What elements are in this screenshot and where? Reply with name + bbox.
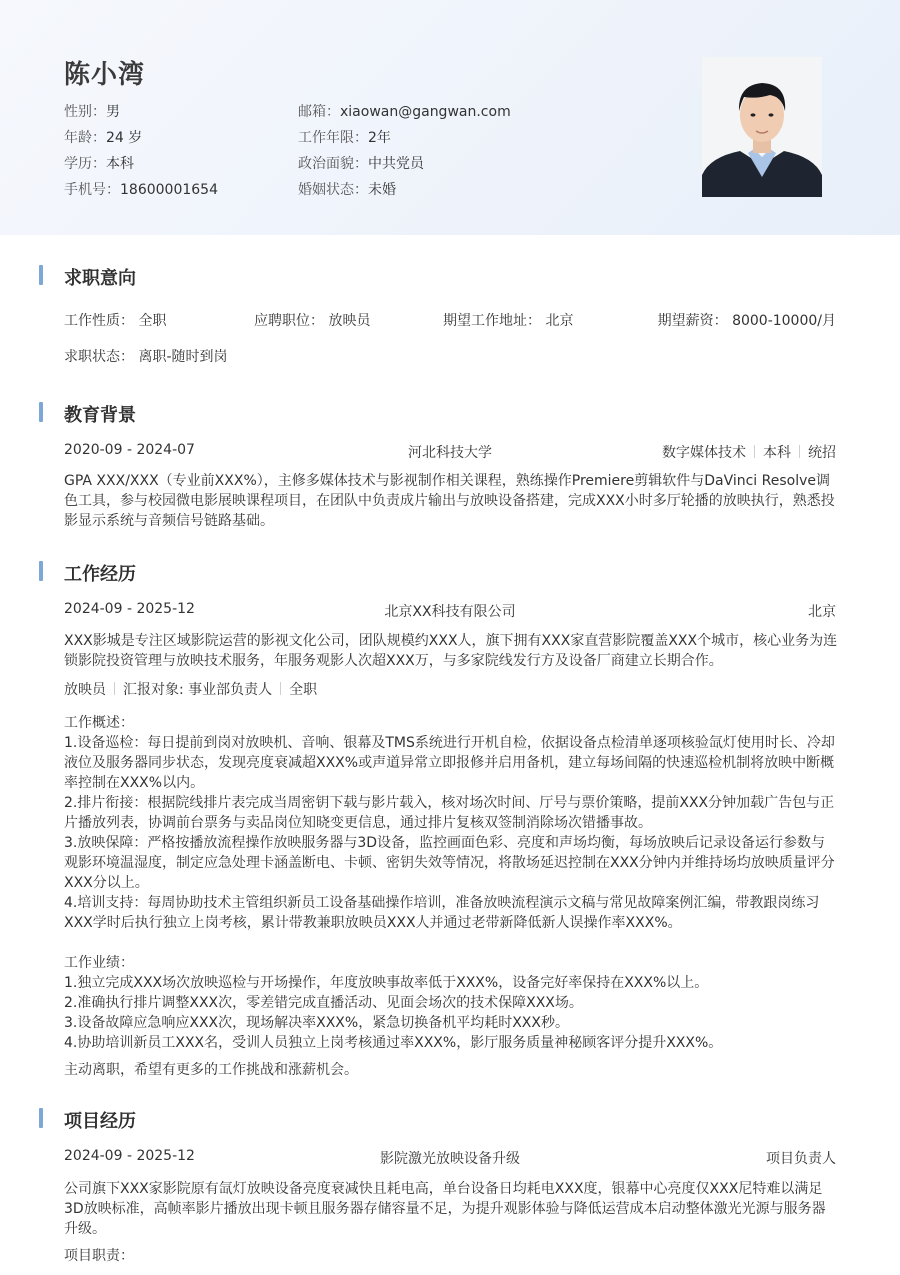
intent-position-value: 放映员 [328,313,371,329]
education-type: 统招 [808,445,836,461]
intent-location-label: 期望工作地址： [443,313,541,329]
divider [799,445,800,458]
edu-row [64,153,134,173]
gender-row [64,101,120,121]
education-meta [600,442,836,462]
gender-value: 男 [106,104,120,120]
candidate-name: 陈小湾 [64,60,146,90]
marital-label: 婚姻状态： [298,182,368,198]
work-overview-item: 1.设备巡检：每日提前到岗对放映机、音响、银幕及TMS系统进行开机自检，依据设备点检清单逐项核验氙灯使用时长、冷却液位及服务器同步状态，发现亮度衰减超XXX%或声道异常立即报修并启用备机，建立每场间隔的快速巡检机制将放映中断概率控制在XXX%以内。 [64,735,835,791]
divider [754,445,755,458]
intent-position-label: 应聘职位： [254,313,324,329]
project-name: 影院激光放映设备升级 [380,1151,520,1167]
work-company-description: XXX影城是专注区域影院运营的影视文化公司，团队规模约XXX人，旗下拥有XXX家直营影院覆盖XXX个城市，核心业务为连锁影院投资管理与放映技术服务，年服务观影人次超XXX万，与多家院线发行方及设备厂商建立长期合作。 [64,633,838,669]
intent-section-bar [39,265,43,285]
email-row [298,101,511,121]
gender-label: 性别： [64,104,106,120]
divider [114,682,115,695]
intent-position [254,310,370,330]
intent-status-value: 离职-随时到岗 [138,349,228,365]
work-role: 放映员 [64,682,106,698]
years-value: 2年 [368,130,391,146]
work-achievement-item: 4.协助培训新员工XXX名，受训人员独立上岗考核通过率XXX%，影厅服务质量神秘顾客评分提升XXX%。 [64,1035,723,1051]
intent-status [64,346,228,366]
email-label: 邮箱： [298,104,340,120]
education-description: GPA XXX/XXX（专业前XXX%），主修多媒体技术与影视制作相关课程，熟练操作Premiere剪辑软件与DaVinci Resolve调色工具，参与校园微电影展映课程项目，在团队中负责成片输出与放映设备搭建，完成XXX小时多厅轮播的放映执行，熟悉投影显示系统与音频信号链路基础。 [64,473,835,529]
education-degree: 本科 [763,445,791,461]
work-achievement-item: 2.准确执行排片调整XXX次，零差错完成直播活动、见面会场次的技术保障XXX场。 [64,995,583,1011]
work-overview-item: 2.排片衔接：根据院线排片表完成当周密钥下载与影片载入，核对场次时间、厅号与票价策略，提前XXX分钟加载广告包与正片播放列表，协调前台票务与卖品岗位知晓变更信息，通过排片复核双签制消除场次错播事故。 [64,795,835,831]
work-leave-reason: 主动离职，希望有更多的工作挑战和涨薪机会。 [64,1062,358,1078]
intent-nature-value: 全职 [138,313,167,329]
edu-label: 学历： [64,156,106,172]
age-label: 年龄： [64,130,106,146]
work-city: 北京 [808,604,836,620]
project-section-bar [39,1108,43,1128]
education-school: 河北科技大学 [408,445,492,461]
phone-row [64,179,218,199]
work-overview-label: 工作概述： [64,715,134,731]
project-duty-label: 项目职责： [64,1248,134,1264]
political-row [298,153,424,173]
education-major: 数字媒体技术 [662,445,746,461]
email-value: xiaowan@gangwan.com [340,104,511,120]
intent-location [443,310,573,330]
intent-salary-value: 8000-10000/月 [732,313,836,329]
work-report: 汇报对象: 事业部负责人 [123,682,273,698]
education-period: 2020-09 - 2024-07 [64,442,195,458]
intent-salary [600,310,836,330]
work-section-title: 工作经历 [64,564,136,585]
avatar-portrait-icon [702,57,822,197]
project-period: 2024-09 - 2025-12 [64,1148,195,1164]
marital-row [298,179,396,199]
profile-photo [702,57,822,197]
project-section-title: 项目经历 [64,1111,136,1132]
divider [280,682,281,695]
work-achievement-item: 3.设备故障应急响应XXX次，现场解决率XXX%，紧急切换备机平均耗时XXX秒。 [64,1015,569,1031]
intent-nature [64,310,166,330]
work-company: 北京XX科技有限公司 [384,604,516,620]
education-section-title: 教育背景 [64,405,136,426]
age-row [64,127,142,147]
work-period: 2024-09 - 2025-12 [64,601,195,617]
work-overview-item: 3.放映保障：严格按播放流程操作放映服务器与3D设备，监控画面色彩、亮度和声场均衡，每场放映后记录设备运行参数与观影环境温湿度，制定应急处理卡涵盖断电、卡顿、密钥失效等情况，将散场延迟控制在XXX分钟内并维持场均放映质量评分XXX分以上。 [64,835,835,891]
marital-value: 未婚 [368,182,396,198]
intent-section-title: 求职意向 [64,268,136,289]
project-description: 公司旗下XXX家影院原有氙灯放映设备亮度衰减快且耗电高，单台设备日均耗电XXX度，银幕中心亮度仅XXX尼特难以满足3D放映标准，高帧率影片播放出现卡顿且服务器存储容量不足，为提升观影体验与降低运营成本启动整体激光光源与服务器升级。 [64,1181,826,1237]
political-label: 政治面貌： [298,156,368,172]
age-value: 24 岁 [106,130,143,146]
resume-header [0,0,900,235]
intent-nature-label: 工作性质： [64,313,134,329]
edu-value: 本科 [106,156,134,172]
education-section-bar [39,402,43,422]
work-jobtype: 全职 [289,682,318,698]
political-value: 中共党员 [368,156,424,172]
intent-location-value: 北京 [545,313,574,329]
work-overview-item: 4.培训支持：每周协助技术主管组织新员工设备基础操作培训，准备放映流程演示文稿与常见故障案例汇编，带教跟岗练习XXX学时后执行独立上岗考核，累计带教兼职放映员XXX人并通过老带新降低新人误操作率XXX%。 [64,895,820,931]
work-achievement-label: 工作业绩： [64,955,134,971]
intent-status-label: 求职状态： [64,349,134,365]
work-section-bar [39,561,43,581]
years-row [298,127,391,147]
work-achievement-item: 1.独立完成XXX场次放映巡检与开场操作，年度放映事故率低于XXX%，设备完好率保持在XXX%以上。 [64,975,709,991]
project-role: 项目负责人 [766,1151,836,1167]
intent-salary-label: 期望薪资： [657,313,728,329]
work-role-line [64,679,317,699]
years-label: 工作年限： [298,130,368,146]
phone-value: 18600001654 [120,182,218,198]
phone-label: 手机号： [64,182,120,198]
